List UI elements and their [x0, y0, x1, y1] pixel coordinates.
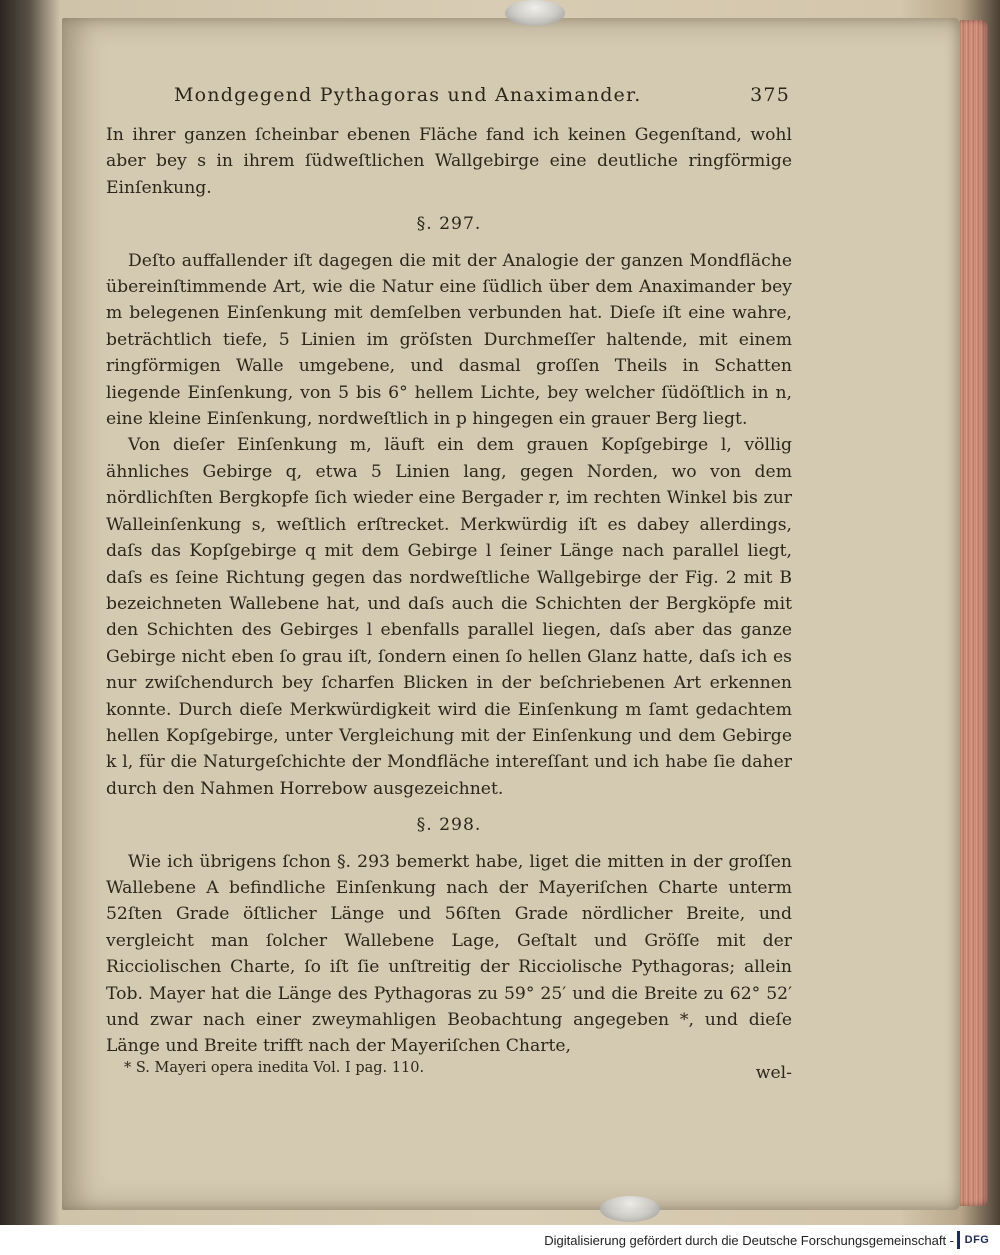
- credit-bar: [0, 1225, 1000, 1255]
- section-heading-297: §. 297.: [416, 214, 482, 235]
- bottom-page-clip: [600, 1196, 660, 1222]
- footnote: * S. Mayeri opera inedita Vol. I pag. 110.: [124, 1060, 425, 1076]
- dfg-logo-icon: DFG: [957, 1231, 994, 1249]
- section-297-paragraph-1: Deſto auffallender iſt dagegen die mit der Analogie der ganzen Mondfläche übereinſtimmende Art, wie die Natur eine ſüdlich über dem Anaximander bey m belegenen Einſenkung mit demſelben verbunden hat. Dieſe iſt eine wahre, beträchtlich tiefe, 5 Linien im gröſsten Durchmeſſer haltende, mit einem ringförmigen Walle umgebene, und dasmal groſſen Theils in Schatten liegende Einſenkung, von 5 bis 6° hellem Lichte, bey welcher ſüdöſtlich in n, eine kleine Einſenkung, nordweſtlich in p hingegen ein grauer Berg liegt.: [106, 250, 792, 430]
- catchword: wel-: [755, 1062, 792, 1083]
- body-text: [106, 122, 792, 1086]
- section-297-paragraph-2: Von dieſer Einſenkung m, läuft ein dem grauen Kopſgebirge l, völlig ähnliches Gebirge q, etwa 5 Linien lang, gegen Norden, wo von dem nördlichſten Bergkopfe ſich wieder eine Bergader r, im rechten Winkel bis zur Walleinſenkung s, weſtlich erſtrecket. Merkwürdig iſt es dabey allerdings, daſs das Kopſgebirge q mit dem Gebirge l ſeiner Länge nach parallel liegt, daſs es ſeine Richtung gegen das nordweſtliche Wallgebirge der Fig. 2 mit B bezeichneten Wallebene hat, und daſs auch die Schichten der Bergköpfe mit den Schichten des Gebirges l ebenfalls parallel liegen, daſs aber das ganze Gebirge nicht eben ſo grau iſt, ſondern einen ſo hellen Glanz hatte, daſs ich es nur zwiſchendurch bey ſcharfen Blicken in der beſchriebenen Art erkennen konnte. Durch dieſe Merkwürdigkeit wird die Einſenkung m ſamt gedachtem hellen Kopſgebirge, unter Vergleichung mit der Einſenkung und dem Gebirge k l, für die Naturgeſchichte der Mondfläche intereſſant und ich habe ſie daher durch den Nahmen Horrebow ausgezeichnet.: [106, 435, 792, 799]
- page-number: 375: [750, 84, 790, 106]
- running-header: [174, 84, 790, 114]
- paragraph-continuation: In ihrer ganzen ſcheinbar ebenen Fläche fand ich keinen Gegenſtand, wohl aber bey s in ihrem ſüdweſtlichen Wallgebirge eine deutliche ringförmige Einſenkung.: [106, 125, 792, 198]
- digitization-credit: Digitalisierung gefördert durch die Deutsche Forschungsgemeinschaft -: [544, 1233, 954, 1248]
- book-page-edges: [960, 20, 988, 1206]
- top-page-clip: [505, 0, 565, 26]
- section-298-paragraph-1: Wie ich übrigens ſchon §. 293 bemerkt habe, liget die mitten in der groſſen Wallebene A befindliche Einſenkung nach der Mayeriſchen Charte unterm 52ſten Grade öſtlicher Länge und 56ſten Grade nördlicher Breite, und vergleicht man ſolcher Wallebene Lage, Geſtalt und Gröſſe mit der Ricciolischen Charte, ſo iſt ſie unſtreitig der Ricciolische Pythagoras; allein Tob. Mayer hat die Länge des Pythagoras zu 59° 25′ und die Breite zu 62° 52′ und zwar nach einer zweymahligen Beobachtung angegeben *, und dieſe Länge und Breite trifft nach der Mayeriſchen Charte,: [106, 851, 792, 1057]
- section-heading-298: §. 298.: [416, 815, 482, 836]
- running-header-title: Mondgegend Pythagoras und Anaximander.: [174, 84, 642, 106]
